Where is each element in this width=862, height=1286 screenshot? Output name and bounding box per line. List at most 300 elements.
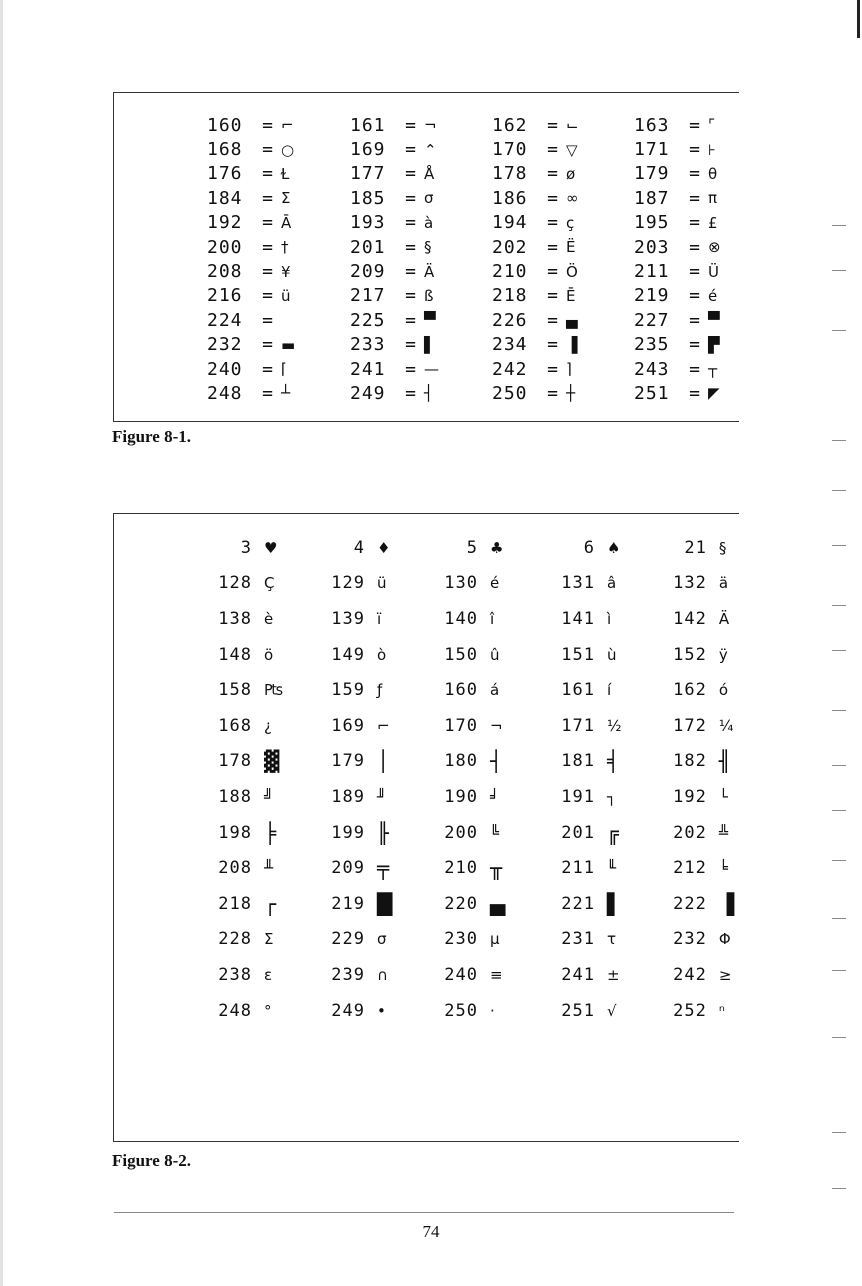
char-code: 170 <box>492 139 528 161</box>
margin-tick <box>832 860 846 861</box>
figure-8-2-entry <box>555 779 669 815</box>
figure-8-1-entry <box>634 284 744 308</box>
equals-sign: = <box>405 285 417 307</box>
char-glyph: ╔ <box>607 820 621 845</box>
char-code: 232 <box>207 334 243 356</box>
figure-8-1-entry <box>492 211 634 235</box>
char-code: 159 <box>331 680 365 701</box>
char-glyph: Å <box>424 164 436 183</box>
margin-tick <box>832 810 846 811</box>
char-code: 218 <box>492 285 528 307</box>
equals-sign: = <box>689 261 701 283</box>
char-code: 176 <box>207 163 243 185</box>
char-glyph: ╨ <box>264 859 275 878</box>
char-glyph: σ <box>424 189 435 208</box>
char-glyph: ▐ <box>566 335 579 354</box>
figure-8-1-entry <box>207 162 350 186</box>
figure-8-1-entry <box>634 113 744 137</box>
equals-sign: = <box>405 212 417 234</box>
char-glyph: ╩ <box>718 823 729 842</box>
char-code: 252 <box>673 1000 707 1021</box>
figure-8-2-entry <box>555 993 669 1029</box>
char-glyph: ▛ <box>708 335 721 354</box>
char-code: 178 <box>492 163 528 185</box>
char-code: 219 <box>331 893 365 914</box>
figure-8-1-box <box>113 92 739 422</box>
char-code: 169 <box>331 715 365 736</box>
char-glyph: ≡ <box>490 965 504 984</box>
figure-8-1-entry <box>207 308 350 332</box>
char-glyph: ▽ <box>566 140 579 159</box>
char-code: 191 <box>561 786 595 807</box>
char-code: 202 <box>492 236 528 258</box>
margin-tick <box>832 490 846 491</box>
char-code: 217 <box>350 285 386 307</box>
figure-8-2-entry <box>438 744 555 780</box>
char-code: 162 <box>673 680 707 701</box>
char-code: 211 <box>561 858 595 879</box>
char-code: 240 <box>207 358 243 380</box>
char-code: 251 <box>634 382 670 404</box>
char-glyph: ┴ <box>281 384 292 403</box>
equals-sign: = <box>405 334 417 356</box>
char-glyph: ╤ <box>377 856 391 881</box>
char-glyph: ⌉ <box>566 360 573 379</box>
char-code: 248 <box>218 1000 252 1021</box>
figure-8-2-entry <box>325 850 438 886</box>
equals-sign: = <box>405 114 417 136</box>
margin-tick <box>832 650 846 651</box>
char-glyph: ö <box>264 645 275 664</box>
equals-sign: = <box>689 212 701 234</box>
char-glyph: é <box>490 574 501 593</box>
figure-8-1-entry <box>634 137 744 161</box>
char-code: 232 <box>673 929 707 950</box>
margin-tick <box>832 270 846 271</box>
char-code: 224 <box>207 309 243 331</box>
char-code: 210 <box>492 261 528 283</box>
figure-8-1-entry <box>207 357 350 381</box>
figure-8-2-entry <box>669 672 753 708</box>
figure-8-1-caption: Figure 8-1. <box>112 427 192 446</box>
figure-8-2-entry <box>438 601 555 637</box>
char-code: 192 <box>207 212 243 234</box>
char-code: 240 <box>444 964 478 985</box>
figure-8-1-entry <box>350 113 492 137</box>
figure-8-2-entry <box>555 566 669 602</box>
equals-sign: = <box>405 261 417 283</box>
char-code: 170 <box>444 715 478 736</box>
figure-8-1-entry <box>634 333 744 357</box>
char-glyph: ╛ <box>490 787 501 806</box>
char-glyph: ⌐ <box>281 116 295 135</box>
char-code: 198 <box>218 822 252 843</box>
char-glyph: ⌃ <box>424 140 438 159</box>
page-left-edge <box>0 0 3 1286</box>
char-code: 178 <box>218 751 252 772</box>
char-code: 152 <box>673 644 707 665</box>
char-code: 239 <box>331 964 365 985</box>
char-glyph: θ <box>708 164 719 183</box>
char-glyph: Σ <box>281 189 292 208</box>
char-code: 225 <box>350 309 386 331</box>
char-code: 209 <box>331 858 365 879</box>
equals-sign: = <box>689 334 701 356</box>
char-glyph: ┤ <box>424 384 435 403</box>
char-glyph: ⌙ <box>566 116 580 135</box>
char-glyph: ┼ <box>566 384 577 403</box>
figure-8-2-entry <box>438 815 555 851</box>
char-code: 169 <box>350 139 386 161</box>
char-code: 131 <box>561 573 595 594</box>
equals-sign: = <box>262 309 274 331</box>
figure-8-2-entry <box>438 637 555 673</box>
char-glyph: ▐ <box>718 891 736 916</box>
char-glyph: ♣ <box>490 538 505 557</box>
char-glyph: ù <box>607 645 618 664</box>
char-glyph: ∞ <box>566 189 580 208</box>
figure-8-1-entry <box>634 381 744 405</box>
char-code: 6 <box>583 537 595 558</box>
figure-8-1-entry <box>207 137 350 161</box>
figure-8-2-entry <box>438 672 555 708</box>
figure-8-1-entry <box>350 381 492 405</box>
char-glyph: π <box>708 189 719 208</box>
figure-8-1-entry <box>350 162 492 186</box>
figure-8-2-entry <box>669 779 753 815</box>
equals-sign: = <box>547 309 559 331</box>
char-code: 194 <box>492 212 528 234</box>
char-glyph: † <box>281 238 290 257</box>
char-code: 21 <box>684 537 707 558</box>
figure-8-1-entry <box>207 113 350 137</box>
char-glyph: ╘ <box>718 859 729 878</box>
char-glyph: Ü <box>708 262 720 281</box>
char-code: 208 <box>218 858 252 879</box>
char-glyph: │ <box>377 749 391 774</box>
figure-8-2-entry <box>555 886 669 922</box>
equals-sign: = <box>262 358 274 380</box>
char-glyph: ♥ <box>264 538 279 557</box>
figure-8-1-entry <box>350 333 492 357</box>
char-glyph: τ <box>607 930 618 949</box>
figure-8-2-entry <box>212 744 325 780</box>
char-code: 220 <box>444 893 478 914</box>
char-glyph: ε <box>264 965 274 984</box>
figure-8-1-entry <box>634 357 744 381</box>
figure-8-1-entry <box>634 162 744 186</box>
char-glyph: • <box>377 1001 387 1020</box>
char-glyph: â <box>607 574 618 593</box>
equals-sign: = <box>547 187 559 209</box>
char-glyph: ÿ <box>718 645 729 664</box>
char-glyph: ° <box>264 1001 273 1020</box>
equals-sign: = <box>689 309 701 331</box>
char-glyph: ß <box>424 286 435 305</box>
figure-8-2-entry <box>212 922 325 958</box>
margin-tick <box>832 440 846 441</box>
char-glyph: ○ <box>281 140 296 159</box>
figure-8-1-entry <box>207 284 350 308</box>
char-code: 200 <box>444 822 478 843</box>
figure-8-2-entry <box>555 850 669 886</box>
char-code: 195 <box>634 212 670 234</box>
char-code: 208 <box>207 261 243 283</box>
figure-8-2-entry <box>212 672 325 708</box>
char-glyph: ½ <box>607 716 623 735</box>
equals-sign: = <box>689 285 701 307</box>
char-glyph: ± <box>607 965 621 984</box>
char-glyph: ì <box>607 609 613 628</box>
char-code: 242 <box>673 964 707 985</box>
equals-sign: = <box>405 236 417 258</box>
char-glyph: ╡ <box>607 749 621 774</box>
char-code: 193 <box>350 212 386 234</box>
figure-8-1-entry <box>492 186 634 210</box>
char-glyph: ¬ <box>424 116 438 135</box>
figure-8-2-entry <box>325 744 438 780</box>
char-code: 190 <box>444 786 478 807</box>
equals-sign: = <box>262 163 274 185</box>
figure-8-1-entry <box>492 308 634 332</box>
char-glyph: ⌐ <box>377 716 391 735</box>
figure-8-2-entry <box>669 993 753 1029</box>
char-glyph: Ë <box>566 238 577 257</box>
figure-8-1-entry <box>207 259 350 283</box>
char-code: 148 <box>218 644 252 665</box>
equals-sign: = <box>405 382 417 404</box>
figure-8-1-entry <box>350 259 492 283</box>
figure-8-2-entry <box>438 566 555 602</box>
figure-8-1-entry <box>492 113 634 137</box>
figure-8-1-entry <box>492 162 634 186</box>
char-glyph: √ <box>607 1001 618 1020</box>
char-code: 142 <box>673 608 707 629</box>
figure-8-1-entry <box>207 211 350 235</box>
equals-sign: = <box>405 309 417 331</box>
char-glyph: Ɫ <box>281 164 291 183</box>
equals-sign: = <box>547 139 559 161</box>
figure-8-2-entry <box>212 566 325 602</box>
char-glyph: ╚ <box>490 823 501 842</box>
figure-8-1-entry <box>492 333 634 357</box>
char-code: 249 <box>350 382 386 404</box>
char-glyph: Ä <box>718 609 731 628</box>
char-code: 180 <box>444 751 478 772</box>
figure-8-2-entry <box>212 601 325 637</box>
char-glyph: § <box>424 238 433 257</box>
figure-8-2-entry <box>669 708 753 744</box>
figure-8-1-entry <box>207 333 350 357</box>
char-glyph: ╙ <box>607 859 618 878</box>
figure-8-1-entry <box>350 308 492 332</box>
equals-sign: = <box>262 334 274 356</box>
char-glyph: ▀ <box>424 311 437 330</box>
char-glyph: ∩ <box>377 965 389 984</box>
char-glyph: û <box>490 645 501 664</box>
figure-8-2-entry <box>438 922 555 958</box>
figure-8-2-entry <box>325 922 438 958</box>
figure-8-2-entry <box>669 957 753 993</box>
equals-sign: = <box>547 358 559 380</box>
margin-tick <box>832 330 846 331</box>
char-code: 182 <box>673 751 707 772</box>
char-glyph: ♠ <box>607 538 622 557</box>
figure-8-2-entry <box>438 530 555 566</box>
char-glyph: ▌ <box>607 891 624 916</box>
char-glyph: ⊗ <box>708 238 722 257</box>
char-glyph: î <box>490 609 496 628</box>
figure-8-2-table <box>212 530 753 1028</box>
figure-8-2-entry <box>438 708 555 744</box>
figure-8-2-entry <box>212 815 325 851</box>
char-code: 241 <box>350 358 386 380</box>
char-code: 242 <box>492 358 528 380</box>
char-glyph: ┌ <box>264 891 278 916</box>
margin-tick <box>832 225 846 226</box>
char-code: 243 <box>634 358 670 380</box>
char-glyph: ≥ <box>718 965 733 984</box>
equals-sign: = <box>689 187 701 209</box>
char-code: 181 <box>561 751 595 772</box>
char-code: 199 <box>331 822 365 843</box>
equals-sign: = <box>405 139 417 161</box>
char-code: 216 <box>207 285 243 307</box>
page-right-edge-mark <box>857 0 860 38</box>
char-glyph: µ <box>490 930 501 949</box>
figure-8-1-entry <box>634 308 744 332</box>
equals-sign: = <box>262 382 274 404</box>
char-code: 161 <box>350 114 386 136</box>
char-glyph: ╟ <box>377 820 391 845</box>
char-code: 160 <box>444 680 478 701</box>
figure-8-2-entry <box>325 886 438 922</box>
char-code: 218 <box>218 893 252 914</box>
char-code: 229 <box>331 929 365 950</box>
char-code: 138 <box>218 608 252 629</box>
char-code: 192 <box>673 786 707 807</box>
margin-tick <box>832 1188 846 1189</box>
figure-8-1-entry <box>350 357 492 381</box>
char-glyph: ╞ <box>264 820 278 845</box>
margin-tick <box>832 765 846 766</box>
figure-8-1-entry <box>207 235 350 259</box>
char-code: 222 <box>673 893 707 914</box>
figure-8-2-entry <box>438 779 555 815</box>
char-glyph: Σ <box>264 930 275 949</box>
char-code: 209 <box>350 261 386 283</box>
char-code: 140 <box>444 608 478 629</box>
figure-8-1-entry <box>350 284 492 308</box>
figure-8-1-table <box>207 113 744 406</box>
figure-8-1-entry <box>492 235 634 259</box>
equals-sign: = <box>262 187 274 209</box>
char-code: 189 <box>331 786 365 807</box>
figure-8-2-entry <box>669 815 753 851</box>
figure-8-1-entry <box>492 284 634 308</box>
figure-8-1-entry <box>492 137 634 161</box>
equals-sign: = <box>547 163 559 185</box>
char-glyph: ╢ <box>718 749 732 774</box>
figure-8-2-entry <box>555 530 669 566</box>
char-glyph: í <box>607 681 613 700</box>
char-glyph: ╥ <box>490 856 504 881</box>
char-code: 202 <box>673 822 707 843</box>
char-glyph: ø <box>566 164 577 183</box>
char-code: 139 <box>331 608 365 629</box>
figure-8-2-entry <box>669 601 753 637</box>
char-code: 201 <box>350 236 386 258</box>
equals-sign: = <box>689 163 701 185</box>
figure-8-1-entry <box>634 259 744 283</box>
char-code: 168 <box>218 715 252 736</box>
char-code: 130 <box>444 573 478 594</box>
figure-8-2-entry <box>555 922 669 958</box>
equals-sign: = <box>547 114 559 136</box>
char-code: 3 <box>240 537 252 558</box>
char-code: 171 <box>561 715 595 736</box>
figure-8-2-entry <box>212 886 325 922</box>
figure-8-2-entry <box>325 993 438 1029</box>
char-code: 177 <box>350 163 386 185</box>
char-code: 234 <box>492 334 528 356</box>
char-code: 211 <box>634 261 670 283</box>
char-glyph: á <box>490 681 501 700</box>
char-code: 128 <box>218 573 252 594</box>
char-code: 150 <box>444 644 478 665</box>
char-code: 188 <box>218 786 252 807</box>
equals-sign: = <box>547 261 559 283</box>
equals-sign: = <box>405 187 417 209</box>
figure-8-1-entry <box>207 381 350 405</box>
char-code: 179 <box>331 751 365 772</box>
char-glyph: ▌ <box>424 335 437 354</box>
equals-sign: = <box>262 285 274 307</box>
char-code: 251 <box>561 1000 595 1021</box>
figure-8-2-box <box>113 513 739 1142</box>
char-glyph: ┐ <box>607 787 618 806</box>
char-code: 248 <box>207 382 243 404</box>
char-glyph: Ö <box>566 262 579 281</box>
figure-8-2-entry <box>669 566 753 602</box>
char-glyph: ┤ <box>490 749 504 774</box>
char-glyph: ü <box>281 286 292 305</box>
char-glyph: ï <box>377 609 383 628</box>
equals-sign: = <box>689 114 701 136</box>
char-glyph: Ä <box>424 262 436 281</box>
char-glyph: ▀ <box>708 311 721 330</box>
margin-tick <box>832 970 846 971</box>
figure-8-2-entry <box>669 637 753 673</box>
equals-sign: = <box>547 236 559 258</box>
char-code: 162 <box>492 114 528 136</box>
char-code: 219 <box>634 285 670 307</box>
figure-8-2-entry <box>212 637 325 673</box>
figure-8-2-entry <box>325 566 438 602</box>
figure-8-1-entry <box>350 137 492 161</box>
margin-tick <box>832 1037 846 1038</box>
char-glyph: ü <box>377 574 388 593</box>
figure-8-2-entry <box>555 815 669 851</box>
margin-tick <box>832 1132 846 1133</box>
char-glyph: é <box>708 286 719 305</box>
char-code: 249 <box>331 1000 365 1021</box>
equals-sign: = <box>262 236 274 258</box>
page-number: 74 <box>422 1222 440 1241</box>
char-code: 200 <box>207 236 243 258</box>
figure-8-2-entry <box>325 530 438 566</box>
figure-8-2-entry <box>325 637 438 673</box>
